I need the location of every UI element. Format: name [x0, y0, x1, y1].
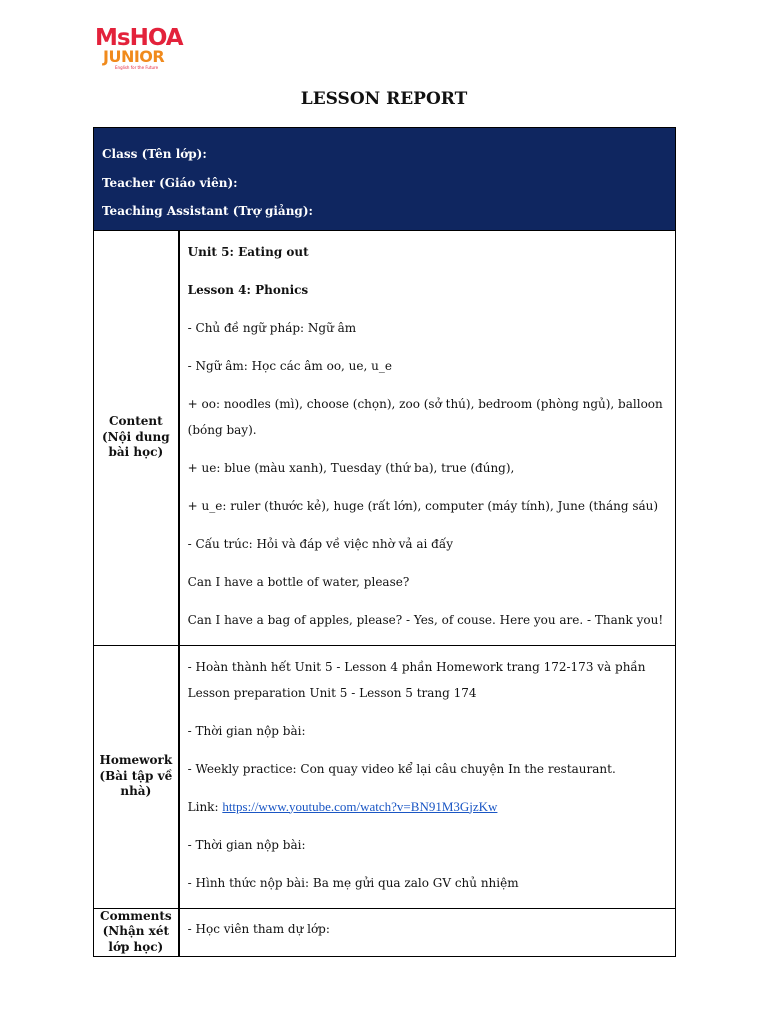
- oo-words: + oo: noodles (mì), choose (chọn), zoo (sở thú), bedroom (phòng ngủ), balloon (bóng bay).: [187, 396, 663, 437]
- unit-title: Unit 5: Eating out: [187, 244, 309, 259]
- content-body: [179, 230, 676, 645]
- homework-deadline-1: - Thời gian nộp bài:: [187, 723, 306, 738]
- header-cell: [94, 128, 676, 231]
- ue-words: + ue: blue (màu xanh), Tuesday (thứ ba), true (đúng),: [187, 460, 515, 475]
- content-row: [94, 230, 676, 645]
- homework-task-2: - Weekly practice: Con quay video kể lại câu chuyện In the restaurant.: [187, 761, 616, 776]
- homework-body: [179, 645, 676, 908]
- topic-text: - Chủ đề ngữ pháp: Ngữ âm: [187, 320, 357, 335]
- example-sentence-1: Can I have a bottle of water, please?: [187, 574, 410, 589]
- attendance-text: - Học viên tham dự lớp:: [187, 921, 330, 936]
- comments-body: [179, 908, 676, 956]
- teaching-assistant-label: Teaching Assistant (Trợ giảng):: [102, 204, 313, 218]
- example-sentence-2: Can I have a bag of apples, please? - Yes, of couse. Here you are. - Thank you!: [187, 612, 664, 627]
- youtube-link[interactable]: https://www.youtube.com/watch?v=BN91M3GjzKw: [222, 798, 498, 814]
- homework-deadline-2: - Thời gian nộp bài:: [187, 837, 306, 852]
- structure-text: - Cấu trúc: Hỏi và đáp về việc nhờ vả ai đấy: [187, 536, 453, 551]
- lesson-title: Lesson 4: Phonics: [187, 282, 309, 297]
- class-label: Class (Tên lớp):: [102, 147, 207, 161]
- homework-link-line: [188, 794, 667, 820]
- homework-submission: - Hình thức nộp bài: Ba mẹ gửi qua zalo GV chủ nhiệm: [187, 875, 519, 890]
- homework-task-1: - Hoàn thành hết Unit 5 - Lesson 4 phần Homework trang 172-173 và phần Lesson preparation Unit 5 - Lesson 5 trang 174: [187, 659, 646, 700]
- header-row: [94, 128, 676, 231]
- logo-tagline: English for the Future: [115, 65, 159, 70]
- link-label: Link:: [187, 799, 223, 814]
- brand-logo: [95, 26, 195, 74]
- page-title: LESSON REPORT: [300, 89, 468, 109]
- logo-text-top: MsHOA: [95, 25, 183, 51]
- homework-label: Homework (Bài tập về nhà): [94, 645, 179, 908]
- content-label: Content (Nội dung bài học): [94, 230, 179, 645]
- lesson-report-table: [93, 127, 676, 957]
- u-e-words: + u_e: ruler (thước kẻ), huge (rất lớn), computer (máy tính), June (tháng sáu): [187, 498, 659, 513]
- comments-row: [94, 908, 676, 956]
- phonics-text: - Ngữ âm: Học các âm oo, ue, u_e: [187, 358, 392, 373]
- logo-text-bottom: JUNIOR: [103, 47, 165, 66]
- teacher-label: Teacher (Giáo viên):: [102, 175, 238, 190]
- comments-label: Comments (Nhận xét lớp học): [94, 908, 179, 956]
- homework-row: [94, 645, 676, 908]
